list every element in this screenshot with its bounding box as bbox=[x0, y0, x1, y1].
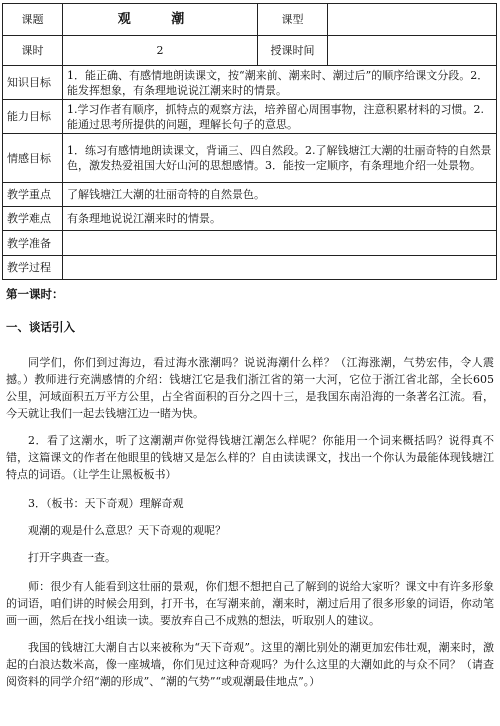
lesson-period-heading: 第一课时： bbox=[6, 287, 64, 301]
section-heading: 一、谈话引入 bbox=[6, 320, 75, 334]
label-teaching-time: 授课时间 bbox=[258, 36, 328, 66]
row-ability-goal bbox=[3, 100, 497, 134]
label-lesson-type: 课型 bbox=[258, 4, 328, 36]
paragraph-4: 观潮的观是什么意思？天下奇观的观呢？ bbox=[28, 524, 226, 537]
label-key-point: 教学重点 bbox=[3, 183, 63, 207]
row-preparation bbox=[3, 231, 497, 256]
row-process bbox=[3, 256, 497, 280]
value-teaching-time bbox=[328, 36, 497, 66]
label-topic: 课题 bbox=[3, 4, 63, 36]
paragraph-3: 3．（板书：天下奇观）理解奇观 bbox=[28, 497, 184, 510]
lesson-title: 观 潮 bbox=[63, 4, 258, 36]
paragraph-6: 师：很少有人能看到这壮丽的景观，你们想不想把自己了解到的说给大家听？课文中有许多形象的词语，咱们讲的时候会用到，打开书，在写潮来前，潮来时，潮过后用了很多形象的词语，你动笔画一画，然后在找小组读一读。要放弃自己不成熟的想法，听取别人的建议。 bbox=[6, 580, 494, 627]
text-key-point: 了解钱塘江大潮的壮丽奇特的自然景色。 bbox=[63, 183, 497, 207]
label-preparation: 教学准备 bbox=[3, 231, 63, 256]
text-ability-goal: 1.学习作者有顺序，抓特点的观察方法，培养留心周围事物，注意积累材料的习惯。2.能通过思考所提供的问题，理解长句子的意思。 bbox=[63, 100, 497, 134]
row-key-point bbox=[3, 183, 497, 207]
text-emotion-goal: 1．练习有感情地朗读课文，背诵三、四自然段。2.了解钱塘江大潮的壮丽奇特的自然景色，激发热爱祖国大好山河的思想感情。3．能按一定顺序，有条理地介绍一处景物。 bbox=[63, 134, 497, 183]
row-knowledge-goal bbox=[3, 66, 497, 100]
paragraph-7: 我国的钱塘江大潮自古以来被称为“天下奇观”。这里的潮比别处的潮更加宏伟壮观，潮来时，激起的白浪达数米高，像一座城墙，你们见过这种奇观吗？为什么这里的大潮如此的与众不同？（请查阅资料的同学介绍“潮的形成”、“潮的气势”“或观潮最佳地点”。） bbox=[6, 641, 494, 688]
paragraph-5: 打开字典查一查。 bbox=[28, 551, 116, 564]
text-difficulty: 有条理地说说江潮来时的情景。 bbox=[63, 207, 497, 231]
row-periods bbox=[3, 36, 497, 66]
lesson-body bbox=[6, 286, 494, 690]
text-preparation bbox=[63, 231, 497, 256]
lesson-plan-table bbox=[2, 3, 497, 280]
label-difficulty: 教学难点 bbox=[3, 207, 63, 231]
label-emotion-goal: 情感目标 bbox=[3, 134, 63, 183]
row-difficulty bbox=[3, 207, 497, 231]
label-periods: 课时 bbox=[3, 36, 63, 66]
value-lesson-type bbox=[328, 4, 497, 36]
paragraph-1: 同学们，你们到过海边，看过海水涨潮吗？说说海潮什么样？（江海涨潮，气势宏伟，令人震撼。）教师进行充满感情的介绍：钱塘江它是我们浙江省的第一大河，它位于浙江省北部，全长605公里，河域面积五万平方公里，占全省面积的百分之四十三，是我国东南沿海的一条著名江流。看，今天就让我们一起去钱塘江边一睹为快。 bbox=[6, 356, 494, 420]
row-emotion-goal bbox=[3, 134, 497, 183]
text-knowledge-goal: 1．能正确、有感情地朗读课文，按“潮来前、潮来时、潮过后”的顺序给课文分段。2．能发挥想象，有条理地说说江潮来时的情景。 bbox=[63, 66, 497, 100]
label-ability-goal: 能力目标 bbox=[3, 100, 63, 134]
row-topic bbox=[3, 4, 497, 36]
paragraph-2: 2．看了这潮水，听了这潮潮声你觉得钱塘江潮怎么样呢？你能用一个词来概括吗？说得真不错，这篇课文的作者在他眼里的钱塘又是怎么样的？自由读读课文，找出一个你认为最能体现钱塘江特点的词语。（让学生让黑板板书） bbox=[6, 434, 494, 481]
label-process: 教学过程 bbox=[3, 256, 63, 280]
value-periods: 2 bbox=[63, 36, 258, 66]
text-process bbox=[63, 256, 497, 280]
label-knowledge-goal: 知识目标 bbox=[3, 66, 63, 100]
